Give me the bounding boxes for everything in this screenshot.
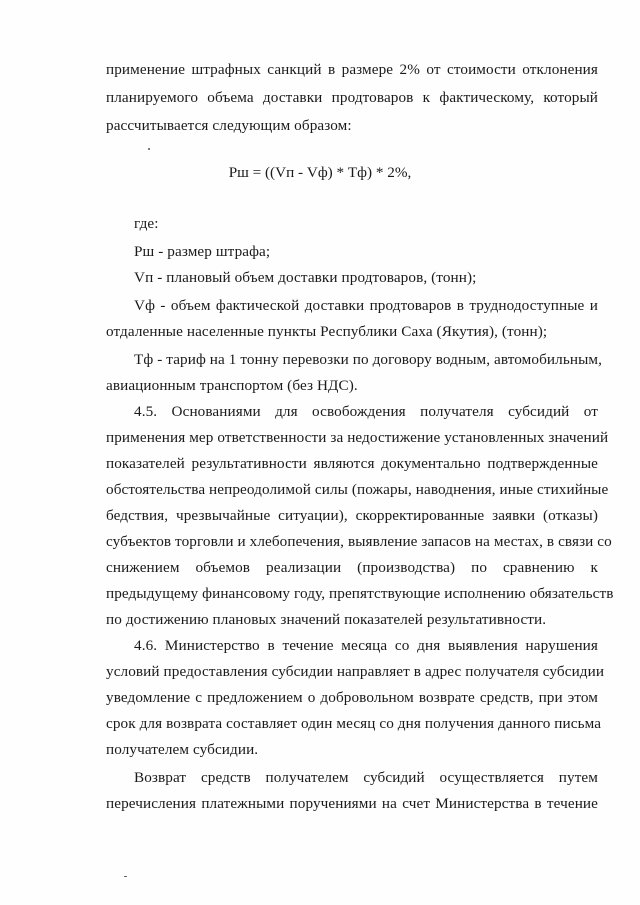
clause-4-6-line-3: уведомление с предложением о добровольном возврате средств, при этом xyxy=(106,689,598,706)
where-label: где: xyxy=(134,215,159,232)
clause-4-5-line-2: применения мер ответственности за недостижение установленных значений xyxy=(106,429,609,446)
definition-vp: Vп - плановый объем доставки продтоваров, (тонн); xyxy=(134,269,477,286)
text-line-1: применение штрафных санкций в размере 2% от стоимости отклонения xyxy=(106,61,598,78)
refund-paragraph-line-1: Возврат средств получателем субсидий осуществляется путем xyxy=(134,769,598,786)
clause-4-5-line-1: 4.5. Основаниями для освобождения получателя субсидий от xyxy=(134,403,598,420)
clause-4-5-line-7: снижением объемов реализации (производства) по сравнению к xyxy=(106,559,598,576)
definition-vf-line-1: Vф - объем фактической доставки продтоваров в труднодоступные и xyxy=(134,297,598,314)
definition-vf-line-2: отдаленные населенные пункты Республики Саха (Якутия), (тонн); xyxy=(106,323,548,340)
definition-tf-line-1: Тф - тариф на 1 тонну перевозки по договору водным, автомобильным, xyxy=(134,351,602,368)
scan-speck xyxy=(148,148,150,150)
clause-4-6-line-4: срок для возврата составляет один месяц со дня получения данного письма xyxy=(106,715,602,732)
text-line-2: планируемого объема доставки продтоваров к фактическому, который xyxy=(106,89,598,106)
clause-4-5-line-3: показателей результативности являются документально подтвержденные xyxy=(106,455,598,472)
definition-rsh: Рш - размер штрафа; xyxy=(134,243,271,260)
clause-4-6-line-5: получателем субсидии. xyxy=(106,741,259,758)
clause-4-5-line-9: по достижению плановых значений показателей результативности. xyxy=(106,611,547,628)
scan-speck-bottom xyxy=(124,876,127,877)
text-line-3: рассчитывается следующим образом: xyxy=(106,117,352,134)
clause-4-6-line-1: 4.6. Министерство в течение месяца со дня выявления нарушения xyxy=(134,637,598,654)
clause-4-6-line-2: условий предоставления субсидии направляет в адрес получателя субсидии xyxy=(106,663,605,680)
definition-tf-line-2: авиационным транспортом (без НДС). xyxy=(106,377,358,394)
refund-paragraph-line-2: перечисления платежными поручениями на счет Министерства в течение xyxy=(106,795,598,812)
penalty-formula: Рш = ((Vп - Vф) * Тф) * 2%, xyxy=(228,164,412,181)
clause-4-5-line-4: обстоятельства непреодолимой силы (пожары, наводнения, иные стихийные xyxy=(106,481,609,498)
clause-4-5-line-6: субъектов торговли и хлебопечения, выявление запасов на местах, в связи со xyxy=(106,533,612,550)
clause-4-5-line-5: бедствия, чрезвычайные ситуации), скорректированные заявки (отказы) xyxy=(106,507,598,524)
clause-4-5-line-8: предыдущему финансовому году, препятствующие исполнению обязательств xyxy=(106,585,614,602)
